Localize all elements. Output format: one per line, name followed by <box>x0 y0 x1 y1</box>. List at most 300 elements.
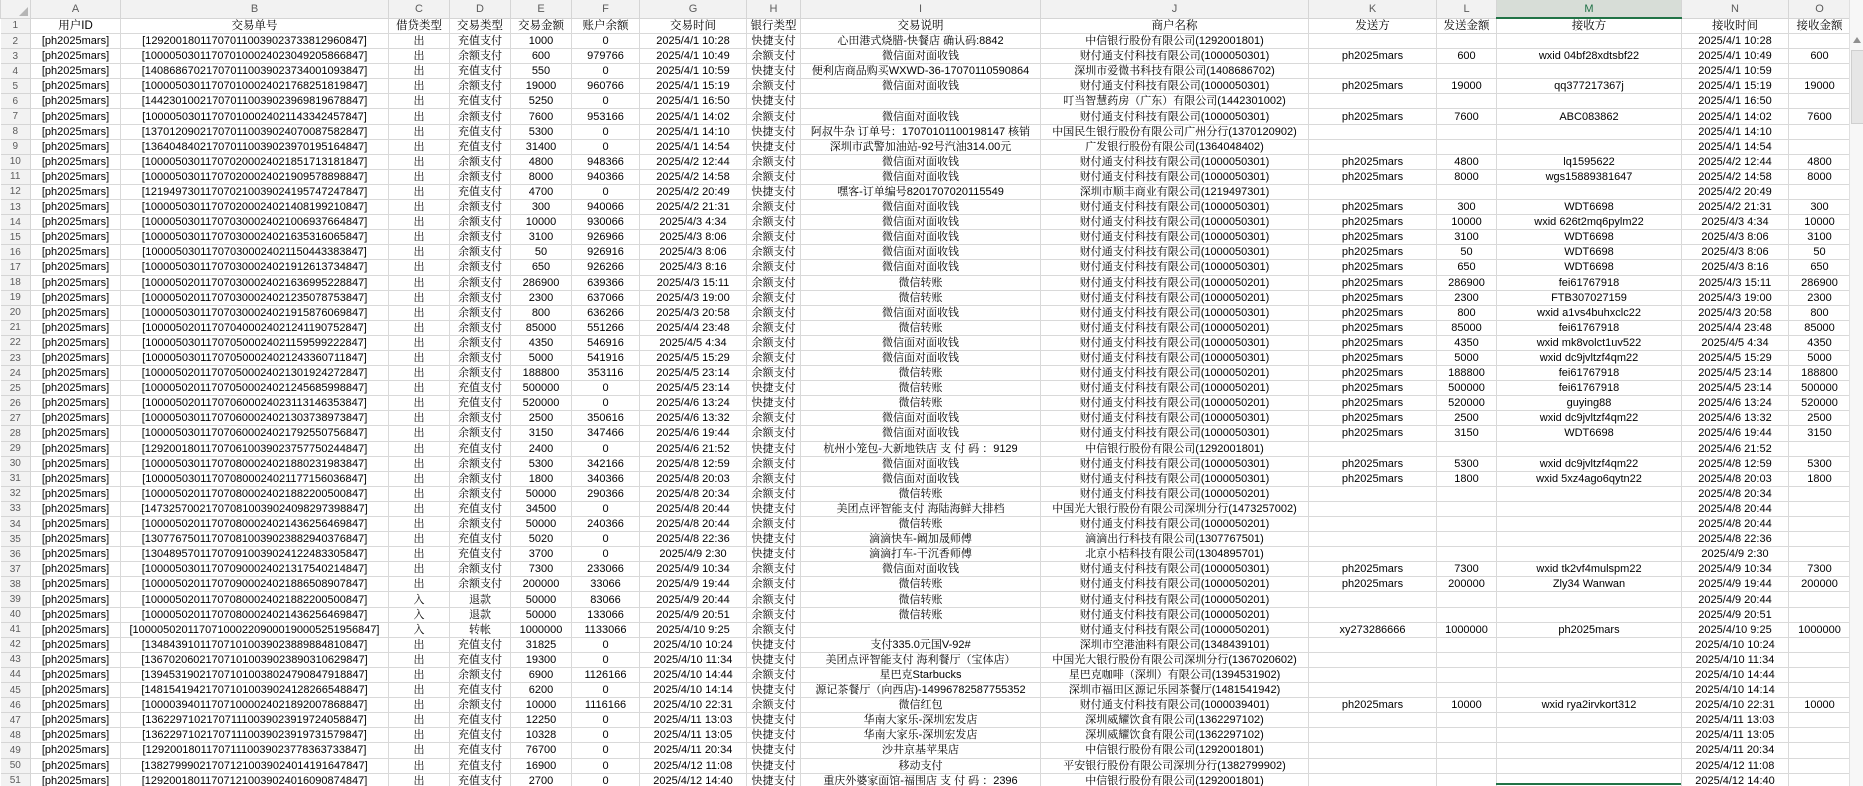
cell-O19[interactable]: 2300 <box>1789 290 1851 305</box>
cell-E28[interactable]: 3150 <box>511 426 572 441</box>
cell-I25[interactable]: 微信转账 <box>801 381 1041 396</box>
cell-O38[interactable]: 200000 <box>1789 577 1851 592</box>
cell-J46[interactable]: 财付通支付科技有限公司(1000039401) <box>1041 698 1309 713</box>
row-header-42[interactable]: 42 <box>1 637 31 652</box>
cell-G39[interactable]: 2025/4/9 20:44 <box>640 592 747 607</box>
cell-G31[interactable]: 2025/4/8 20:03 <box>640 471 747 486</box>
cell-F44[interactable]: 1126166 <box>572 667 640 682</box>
cell-N17[interactable]: 2025/4/3 8:16 <box>1682 260 1789 275</box>
cell-D27[interactable]: 余额支付 <box>450 411 511 426</box>
cell-K41[interactable]: xy273286666 <box>1309 622 1437 637</box>
cell-G50[interactable]: 2025/4/12 11:08 <box>640 758 747 773</box>
cell-O16[interactable]: 50 <box>1789 245 1851 260</box>
cell-J38[interactable]: 财付通支付科技有限公司(1000050201) <box>1041 577 1309 592</box>
cell-N40[interactable]: 2025/4/9 20:51 <box>1682 607 1789 622</box>
cell-D44[interactable]: 余额支付 <box>450 667 511 682</box>
cell-O33[interactable] <box>1789 501 1851 516</box>
cell-F19[interactable]: 637066 <box>572 290 640 305</box>
cell-I7[interactable]: 微信面对面收钱 <box>801 109 1041 124</box>
cell-A14[interactable]: [ph2025mars] <box>31 215 121 230</box>
cell-F47[interactable]: 0 <box>572 713 640 728</box>
cell-D24[interactable]: 余额支付 <box>450 366 511 381</box>
cell-N1[interactable]: 接收时间 <box>1682 18 1789 34</box>
row-header-51[interactable]: 51 <box>1 773 31 786</box>
cell-H25[interactable]: 快捷支付 <box>747 381 801 396</box>
cell-B5[interactable]: [100005030117070100024021768251819847] <box>121 79 389 94</box>
cell-B21[interactable]: [100005020117070400024021241190752847] <box>121 320 389 335</box>
cell-K50[interactable] <box>1309 758 1437 773</box>
cell-A43[interactable]: [ph2025mars] <box>31 652 121 667</box>
cell-L29[interactable] <box>1437 441 1497 456</box>
cell-L14[interactable]: 10000 <box>1437 215 1497 230</box>
cell-L12[interactable] <box>1437 184 1497 199</box>
cell-K15[interactable]: ph2025mars <box>1309 230 1437 245</box>
cell-C15[interactable]: 出 <box>389 230 450 245</box>
cell-H15[interactable]: 余额支付 <box>747 230 801 245</box>
cell-L34[interactable] <box>1437 517 1497 532</box>
row-header-7[interactable]: 7 <box>1 109 31 124</box>
cell-E34[interactable]: 50000 <box>511 517 572 532</box>
cell-N19[interactable]: 2025/4/3 19:00 <box>1682 290 1789 305</box>
cell-G33[interactable]: 2025/4/8 20:44 <box>640 501 747 516</box>
cell-N24[interactable]: 2025/4/5 23:14 <box>1682 366 1789 381</box>
cell-A13[interactable]: [ph2025mars] <box>31 200 121 215</box>
row-header-28[interactable]: 28 <box>1 426 31 441</box>
cell-B16[interactable]: [100005030117070300024021150443383847] <box>121 245 389 260</box>
cell-C36[interactable]: 出 <box>389 547 450 562</box>
cell-K37[interactable]: ph2025mars <box>1309 562 1437 577</box>
cell-G15[interactable]: 2025/4/3 8:06 <box>640 230 747 245</box>
cell-D40[interactable]: 退款 <box>450 607 511 622</box>
cell-J42[interactable]: 深圳市空港油料有限公司(1348439101) <box>1041 637 1309 652</box>
cell-N38[interactable]: 2025/4/9 19:44 <box>1682 577 1789 592</box>
cell-E35[interactable]: 5020 <box>511 532 572 547</box>
cell-E20[interactable]: 800 <box>511 305 572 320</box>
cell-E41[interactable]: 1000000 <box>511 622 572 637</box>
cell-C1[interactable]: 借贷类型 <box>389 18 450 34</box>
cell-G21[interactable]: 2025/4/4 23:48 <box>640 320 747 335</box>
cell-L19[interactable]: 2300 <box>1437 290 1497 305</box>
cell-F13[interactable]: 940066 <box>572 200 640 215</box>
cell-C32[interactable]: 出 <box>389 486 450 501</box>
cell-L40[interactable] <box>1437 607 1497 622</box>
cell-E23[interactable]: 5000 <box>511 350 572 365</box>
cell-E31[interactable]: 1800 <box>511 471 572 486</box>
cell-J11[interactable]: 财付通支付科技有限公司(1000050301) <box>1041 169 1309 184</box>
cell-M25[interactable]: fei61767918 <box>1497 381 1682 396</box>
cell-D11[interactable]: 余额支付 <box>450 169 511 184</box>
cell-J32[interactable]: 财付通支付科技有限公司(1000050201) <box>1041 486 1309 501</box>
cell-I8[interactable]: 阿叔牛杂 订单号：17070101100198147 核销 <box>801 124 1041 139</box>
cell-M19[interactable]: FTB307027159 <box>1497 290 1682 305</box>
cell-N39[interactable]: 2025/4/9 20:44 <box>1682 592 1789 607</box>
cell-J31[interactable]: 财付通支付科技有限公司(1000050301) <box>1041 471 1309 486</box>
cell-A2[interactable]: [ph2025mars] <box>31 34 121 49</box>
cell-G34[interactable]: 2025/4/8 20:44 <box>640 517 747 532</box>
cell-G41[interactable]: 2025/4/10 9:25 <box>640 622 747 637</box>
cell-J47[interactable]: 深圳威耀饮食有限公司(1362297102) <box>1041 713 1309 728</box>
cell-M12[interactable] <box>1497 184 1682 199</box>
cell-C10[interactable]: 出 <box>389 154 450 169</box>
column-header-I[interactable]: I <box>801 0 1041 18</box>
cell-C37[interactable]: 出 <box>389 562 450 577</box>
cell-O17[interactable]: 650 <box>1789 260 1851 275</box>
cell-B31[interactable]: [100005030117070800024021177156036847] <box>121 471 389 486</box>
cell-I45[interactable]: 源记茶餐厅（向西店)-14996782587755352 <box>801 683 1041 698</box>
cell-B11[interactable]: [100005030117070200024021909578898847] <box>121 169 389 184</box>
cell-G8[interactable]: 2025/4/1 14:10 <box>640 124 747 139</box>
cell-B9[interactable]: [136404840217070110039023970195164847] <box>121 139 389 154</box>
cell-O11[interactable]: 8000 <box>1789 169 1851 184</box>
cell-F51[interactable]: 0 <box>572 773 640 786</box>
cell-J10[interactable]: 财付通支付科技有限公司(1000050301) <box>1041 154 1309 169</box>
cell-C12[interactable]: 出 <box>389 184 450 199</box>
cell-G5[interactable]: 2025/4/1 15:19 <box>640 79 747 94</box>
cell-B39[interactable]: [100005020117070800024021882200500847] <box>121 592 389 607</box>
row-header-43[interactable]: 43 <box>1 652 31 667</box>
cell-G23[interactable]: 2025/4/5 15:29 <box>640 350 747 365</box>
cell-M45[interactable] <box>1497 683 1682 698</box>
cell-J34[interactable]: 财付通支付科技有限公司(1000050201) <box>1041 517 1309 532</box>
row-header-9[interactable]: 9 <box>1 139 31 154</box>
cell-B7[interactable]: [100005030117070100024021143342457847] <box>121 109 389 124</box>
row-header-32[interactable]: 32 <box>1 486 31 501</box>
cell-B25[interactable]: [100005020117070500024021245685998847] <box>121 381 389 396</box>
cell-A40[interactable]: [ph2025mars] <box>31 607 121 622</box>
cell-D3[interactable]: 余额支付 <box>450 49 511 64</box>
cell-F7[interactable]: 953166 <box>572 109 640 124</box>
cell-B41[interactable]: [1000050201170710002209000190005251956847] <box>121 622 389 637</box>
cell-M42[interactable] <box>1497 637 1682 652</box>
cell-M41[interactable]: ph2025mars <box>1497 622 1682 637</box>
cell-H43[interactable]: 快捷支付 <box>747 652 801 667</box>
cell-A28[interactable]: [ph2025mars] <box>31 426 121 441</box>
cell-M16[interactable]: WDT6698 <box>1497 245 1682 260</box>
cell-I10[interactable]: 微信面对面收钱 <box>801 154 1041 169</box>
cell-K19[interactable]: ph2025mars <box>1309 290 1437 305</box>
cell-O47[interactable] <box>1789 713 1851 728</box>
cell-B33[interactable]: [147325700217070810039024098297398847] <box>121 501 389 516</box>
cell-E36[interactable]: 3700 <box>511 547 572 562</box>
cell-J4[interactable]: 深圳市爱微书科技有限公司(1408686702) <box>1041 64 1309 79</box>
cell-K36[interactable] <box>1309 547 1437 562</box>
cell-D32[interactable]: 余额支付 <box>450 486 511 501</box>
cell-F36[interactable]: 0 <box>572 547 640 562</box>
cell-L39[interactable] <box>1437 592 1497 607</box>
column-header-N[interactable]: N <box>1682 0 1789 18</box>
cell-O20[interactable]: 800 <box>1789 305 1851 320</box>
cell-I34[interactable]: 微信转账 <box>801 517 1041 532</box>
cell-F25[interactable]: 0 <box>572 381 640 396</box>
cell-H32[interactable]: 余额支付 <box>747 486 801 501</box>
cell-E33[interactable]: 34500 <box>511 501 572 516</box>
cell-D46[interactable]: 余额支付 <box>450 698 511 713</box>
cell-C27[interactable]: 出 <box>389 411 450 426</box>
cell-C17[interactable]: 出 <box>389 260 450 275</box>
cell-J45[interactable]: 深圳市福田区源记乐园茶餐厅(1481541942) <box>1041 683 1309 698</box>
cell-J25[interactable]: 财付通支付科技有限公司(1000050201) <box>1041 381 1309 396</box>
cell-A48[interactable]: [ph2025mars] <box>31 728 121 743</box>
cell-F15[interactable]: 926966 <box>572 230 640 245</box>
cell-A47[interactable]: [ph2025mars] <box>31 713 121 728</box>
cell-O10[interactable]: 4800 <box>1789 154 1851 169</box>
cell-M7[interactable]: ABC083862 <box>1497 109 1682 124</box>
cell-L41[interactable]: 1000000 <box>1437 622 1497 637</box>
cell-E7[interactable]: 7600 <box>511 109 572 124</box>
cell-B35[interactable]: [130776750117070810039023882940376847] <box>121 532 389 547</box>
cell-O7[interactable]: 7600 <box>1789 109 1851 124</box>
cell-D30[interactable]: 余额支付 <box>450 456 511 471</box>
cell-J23[interactable]: 财付通支付科技有限公司(1000050301) <box>1041 350 1309 365</box>
cell-G7[interactable]: 2025/4/1 14:02 <box>640 109 747 124</box>
cell-J49[interactable]: 中信银行股份有限公司(1292001801) <box>1041 743 1309 758</box>
cell-H49[interactable]: 快捷支付 <box>747 743 801 758</box>
cell-E48[interactable]: 10328 <box>511 728 572 743</box>
cell-F39[interactable]: 83066 <box>572 592 640 607</box>
cell-C23[interactable]: 出 <box>389 350 450 365</box>
cell-B22[interactable]: [100005030117070500024021159599222847] <box>121 335 389 350</box>
cell-E3[interactable]: 600 <box>511 49 572 64</box>
cell-F32[interactable]: 290366 <box>572 486 640 501</box>
row-header-8[interactable]: 8 <box>1 124 31 139</box>
cell-G13[interactable]: 2025/4/2 21:31 <box>640 200 747 215</box>
cell-C40[interactable]: 入 <box>389 607 450 622</box>
cell-G6[interactable]: 2025/4/1 16:50 <box>640 94 747 109</box>
cell-M9[interactable] <box>1497 139 1682 154</box>
cell-C50[interactable]: 出 <box>389 758 450 773</box>
cell-E17[interactable]: 650 <box>511 260 572 275</box>
cell-H37[interactable]: 余额支付 <box>747 562 801 577</box>
row-header-19[interactable]: 19 <box>1 290 31 305</box>
cell-N20[interactable]: 2025/4/3 20:58 <box>1682 305 1789 320</box>
cell-A39[interactable]: [ph2025mars] <box>31 592 121 607</box>
cell-C5[interactable]: 出 <box>389 79 450 94</box>
row-header-12[interactable]: 12 <box>1 184 31 199</box>
row-header-36[interactable]: 36 <box>1 547 31 562</box>
cell-M28[interactable]: WDT6698 <box>1497 426 1682 441</box>
cell-J3[interactable]: 财付通支付科技有限公司(1000050301) <box>1041 49 1309 64</box>
cell-B8[interactable]: [137012090217070110039024070087582847] <box>121 124 389 139</box>
scroll-up-button[interactable] <box>1851 33 1862 47</box>
row-header-4[interactable]: 4 <box>1 64 31 79</box>
cell-F2[interactable]: 0 <box>572 34 640 49</box>
cell-F34[interactable]: 240366 <box>572 517 640 532</box>
cell-E51[interactable]: 2700 <box>511 773 572 786</box>
row-header-45[interactable]: 45 <box>1 683 31 698</box>
cell-H14[interactable]: 余额支付 <box>747 215 801 230</box>
cell-N22[interactable]: 2025/4/5 4:34 <box>1682 335 1789 350</box>
cell-J43[interactable]: 中国光大银行股份有限公司深圳分行(1367020602) <box>1041 652 1309 667</box>
cell-G19[interactable]: 2025/4/3 19:00 <box>640 290 747 305</box>
cell-A24[interactable]: [ph2025mars] <box>31 366 121 381</box>
cell-N45[interactable]: 2025/4/10 14:14 <box>1682 683 1789 698</box>
scrollbar-thumb[interactable] <box>1851 50 1863 124</box>
cell-D26[interactable]: 充值支付 <box>450 396 511 411</box>
column-header-C[interactable]: C <box>389 0 450 18</box>
cell-D43[interactable]: 充值支付 <box>450 652 511 667</box>
cell-C7[interactable]: 出 <box>389 109 450 124</box>
cell-K28[interactable]: ph2025mars <box>1309 426 1437 441</box>
cell-N51[interactable]: 2025/4/12 14:40 <box>1682 773 1789 786</box>
cell-A33[interactable]: [ph2025mars] <box>31 501 121 516</box>
cell-A31[interactable]: [ph2025mars] <box>31 471 121 486</box>
cell-J5[interactable]: 财付通支付科技有限公司(1000050301) <box>1041 79 1309 94</box>
cell-H10[interactable]: 余额支付 <box>747 154 801 169</box>
row-header-27[interactable]: 27 <box>1 411 31 426</box>
cell-B36[interactable]: [130489570117070910039024122483305847] <box>121 547 389 562</box>
cell-J26[interactable]: 财付通支付科技有限公司(1000050201) <box>1041 396 1309 411</box>
cell-I35[interactable]: 滴滴快车-阚加晟师傅 <box>801 532 1041 547</box>
cell-I39[interactable]: 微信转账 <box>801 592 1041 607</box>
cell-C28[interactable]: 出 <box>389 426 450 441</box>
cell-C44[interactable]: 出 <box>389 667 450 682</box>
cell-A22[interactable]: [ph2025mars] <box>31 335 121 350</box>
cell-K4[interactable] <box>1309 64 1437 79</box>
cell-A27[interactable]: [ph2025mars] <box>31 411 121 426</box>
cell-G48[interactable]: 2025/4/11 13:05 <box>640 728 747 743</box>
cell-M27[interactable]: wxid dc9jvltzf4qm22 <box>1497 411 1682 426</box>
cell-K39[interactable] <box>1309 592 1437 607</box>
column-header-E[interactable]: E <box>511 0 572 18</box>
cell-C49[interactable]: 出 <box>389 743 450 758</box>
cell-A26[interactable]: [ph2025mars] <box>31 396 121 411</box>
row-header-30[interactable]: 30 <box>1 456 31 471</box>
cell-I50[interactable]: 移动支付 <box>801 758 1041 773</box>
cell-L22[interactable]: 4350 <box>1437 335 1497 350</box>
cell-K1[interactable]: 发送方 <box>1309 18 1437 34</box>
cell-E44[interactable]: 6900 <box>511 667 572 682</box>
row-header-1[interactable]: 1 <box>1 18 31 34</box>
cell-L6[interactable] <box>1437 94 1497 109</box>
cell-I43[interactable]: 美团点评智能支付 海利餐厅（宝体店） <box>801 652 1041 667</box>
cell-C33[interactable]: 出 <box>389 501 450 516</box>
cell-J17[interactable]: 财付通支付科技有限公司(1000050301) <box>1041 260 1309 275</box>
cell-A17[interactable]: [ph2025mars] <box>31 260 121 275</box>
cell-G36[interactable]: 2025/4/9 2:30 <box>640 547 747 562</box>
cell-E12[interactable]: 4700 <box>511 184 572 199</box>
cell-G49[interactable]: 2025/4/11 20:34 <box>640 743 747 758</box>
row-header-25[interactable]: 25 <box>1 381 31 396</box>
cell-F46[interactable]: 1116166 <box>572 698 640 713</box>
cell-N16[interactable]: 2025/4/3 8:06 <box>1682 245 1789 260</box>
cell-L44[interactable] <box>1437 667 1497 682</box>
cell-M48[interactable] <box>1497 728 1682 743</box>
cell-F43[interactable]: 0 <box>572 652 640 667</box>
cell-A8[interactable]: [ph2025mars] <box>31 124 121 139</box>
cell-O23[interactable]: 5000 <box>1789 350 1851 365</box>
cell-A30[interactable]: [ph2025mars] <box>31 456 121 471</box>
row-header-24[interactable]: 24 <box>1 366 31 381</box>
cell-F9[interactable]: 0 <box>572 139 640 154</box>
cell-D14[interactable]: 余额支付 <box>450 215 511 230</box>
cell-O1[interactable]: 接收金额 <box>1789 18 1851 34</box>
cell-O26[interactable]: 520000 <box>1789 396 1851 411</box>
cell-L4[interactable] <box>1437 64 1497 79</box>
cell-I48[interactable]: 华南大家乐-深圳宏发店 <box>801 728 1041 743</box>
cell-D12[interactable]: 充值支付 <box>450 184 511 199</box>
cell-H34[interactable]: 余额支付 <box>747 517 801 532</box>
cell-J14[interactable]: 财付通支付科技有限公司(1000050301) <box>1041 215 1309 230</box>
cell-K45[interactable] <box>1309 683 1437 698</box>
cell-L10[interactable]: 4800 <box>1437 154 1497 169</box>
cell-H45[interactable]: 快捷支付 <box>747 683 801 698</box>
cell-K34[interactable] <box>1309 517 1437 532</box>
cell-C45[interactable]: 出 <box>389 683 450 698</box>
cell-E29[interactable]: 2400 <box>511 441 572 456</box>
cell-I17[interactable]: 微信面对面收钱 <box>801 260 1041 275</box>
cell-C11[interactable]: 出 <box>389 169 450 184</box>
cell-I3[interactable]: 微信面对面收钱 <box>801 49 1041 64</box>
cell-D4[interactable]: 充值支付 <box>450 64 511 79</box>
cell-H11[interactable]: 余额支付 <box>747 169 801 184</box>
cell-I22[interactable]: 微信面对面收钱 <box>801 335 1041 350</box>
cell-B14[interactable]: [100005030117070300024021006937664847] <box>121 215 389 230</box>
cell-K10[interactable]: ph2025mars <box>1309 154 1437 169</box>
cell-C4[interactable]: 出 <box>389 64 450 79</box>
cell-O18[interactable]: 286900 <box>1789 275 1851 290</box>
cell-D7[interactable]: 余额支付 <box>450 109 511 124</box>
cell-M11[interactable]: wgs15889381647 <box>1497 169 1682 184</box>
cell-N35[interactable]: 2025/4/8 22:36 <box>1682 532 1789 547</box>
cell-C19[interactable]: 出 <box>389 290 450 305</box>
cell-K44[interactable] <box>1309 667 1437 682</box>
cell-E18[interactable]: 286900 <box>511 275 572 290</box>
cell-A6[interactable]: [ph2025mars] <box>31 94 121 109</box>
cell-L11[interactable]: 8000 <box>1437 169 1497 184</box>
cell-F33[interactable]: 0 <box>572 501 640 516</box>
cell-N27[interactable]: 2025/4/6 13:32 <box>1682 411 1789 426</box>
cell-H12[interactable]: 快捷支付 <box>747 184 801 199</box>
cell-N29[interactable]: 2025/4/6 21:52 <box>1682 441 1789 456</box>
cell-D45[interactable]: 充值支付 <box>450 683 511 698</box>
cell-H1[interactable]: 银行类型 <box>747 18 801 34</box>
cell-D39[interactable]: 退款 <box>450 592 511 607</box>
cell-G38[interactable]: 2025/4/9 19:44 <box>640 577 747 592</box>
cell-M30[interactable]: wxid dc9jvltzf4qm22 <box>1497 456 1682 471</box>
cell-F16[interactable]: 926916 <box>572 245 640 260</box>
cell-M31[interactable]: wxid 5xz4ago6qytn22 <box>1497 471 1682 486</box>
cell-H35[interactable]: 快捷支付 <box>747 532 801 547</box>
row-header-23[interactable]: 23 <box>1 350 31 365</box>
cell-D25[interactable]: 充值支付 <box>450 381 511 396</box>
row-header-10[interactable]: 10 <box>1 154 31 169</box>
cell-N37[interactable]: 2025/4/9 10:34 <box>1682 562 1789 577</box>
cell-O15[interactable]: 3100 <box>1789 230 1851 245</box>
cell-N14[interactable]: 2025/4/3 4:34 <box>1682 215 1789 230</box>
cell-N25[interactable]: 2025/4/5 23:14 <box>1682 381 1789 396</box>
cell-A4[interactable]: [ph2025mars] <box>31 64 121 79</box>
cell-C38[interactable]: 出 <box>389 577 450 592</box>
cell-M33[interactable] <box>1497 501 1682 516</box>
cell-I6[interactable] <box>801 94 1041 109</box>
cell-I20[interactable]: 微信面对面收钱 <box>801 305 1041 320</box>
cell-N18[interactable]: 2025/4/3 15:11 <box>1682 275 1789 290</box>
cell-G45[interactable]: 2025/4/10 14:14 <box>640 683 747 698</box>
cell-L2[interactable] <box>1437 34 1497 49</box>
cell-I29[interactable]: 杭州小笼包-大新地铁店 支 付 码 ：9129 <box>801 441 1041 456</box>
cell-F37[interactable]: 233066 <box>572 562 640 577</box>
row-header-35[interactable]: 35 <box>1 532 31 547</box>
cell-G51[interactable]: 2025/4/12 14:40 <box>640 773 747 786</box>
cell-F31[interactable]: 340366 <box>572 471 640 486</box>
cell-N2[interactable]: 2025/4/1 10:28 <box>1682 34 1789 49</box>
cell-F4[interactable]: 0 <box>572 64 640 79</box>
cell-B4[interactable]: [140868670217070110039023734001093847] <box>121 64 389 79</box>
cell-D33[interactable]: 充值支付 <box>450 501 511 516</box>
cell-H18[interactable]: 余额支付 <box>747 275 801 290</box>
cell-E25[interactable]: 500000 <box>511 381 572 396</box>
cell-E19[interactable]: 2300 <box>511 290 572 305</box>
